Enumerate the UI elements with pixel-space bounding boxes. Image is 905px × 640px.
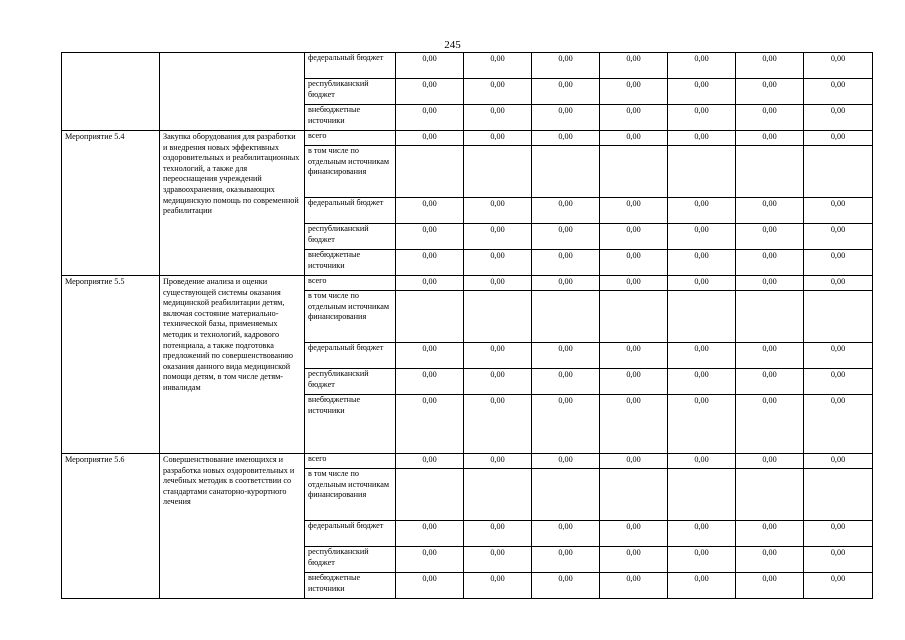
amount-cell: 0,00 — [396, 224, 464, 250]
amount-cell: 0,00 — [532, 53, 600, 79]
amount-cell: 0,00 — [396, 521, 464, 547]
amount-cell: 0,00 — [736, 369, 804, 395]
amount-cell: 0,00 — [804, 454, 873, 469]
amount-cell: 0,00 — [532, 276, 600, 291]
amount-cell: 0,00 — [464, 250, 532, 276]
amount-cell: 0,00 — [532, 369, 600, 395]
amount-cell: 0,00 — [736, 224, 804, 250]
amount-cell: 0,00 — [532, 521, 600, 547]
amount-cell: 0,00 — [464, 105, 532, 131]
amount-cell: 0,00 — [668, 105, 736, 131]
amount-cell: 0,00 — [600, 79, 668, 105]
table-body — [62, 53, 873, 599]
amount-cell: 0,00 — [804, 276, 873, 291]
amount-cell — [532, 291, 600, 343]
funding-source-cell: республиканский бюджет — [305, 547, 396, 573]
amount-cell: 0,00 — [396, 79, 464, 105]
amount-cell — [532, 469, 600, 521]
amount-cell: 0,00 — [396, 343, 464, 369]
amount-cell — [600, 291, 668, 343]
amount-cell — [804, 469, 873, 521]
table-row — [62, 53, 873, 79]
event-cell: Мероприятие 5.6 — [62, 454, 160, 599]
amount-cell: 0,00 — [396, 131, 464, 146]
amount-cell: 0,00 — [396, 395, 464, 454]
amount-cell — [396, 146, 464, 198]
amount-cell: 0,00 — [804, 343, 873, 369]
amount-cell: 0,00 — [668, 53, 736, 79]
amount-cell: 0,00 — [532, 343, 600, 369]
amount-cell: 0,00 — [736, 573, 804, 599]
amount-cell: 0,00 — [396, 573, 464, 599]
amount-cell: 0,00 — [532, 395, 600, 454]
amount-cell: 0,00 — [736, 53, 804, 79]
amount-cell: 0,00 — [464, 395, 532, 454]
funding-source-cell: всего — [305, 454, 396, 469]
budget-table — [61, 52, 873, 599]
funding-source-cell: республиканский бюджет — [305, 369, 396, 395]
amount-cell: 0,00 — [532, 224, 600, 250]
amount-cell: 0,00 — [668, 395, 736, 454]
amount-cell: 0,00 — [668, 276, 736, 291]
table-row — [62, 276, 873, 291]
amount-cell — [668, 291, 736, 343]
amount-cell: 0,00 — [600, 276, 668, 291]
amount-cell: 0,00 — [736, 343, 804, 369]
amount-cell: 0,00 — [600, 131, 668, 146]
amount-cell: 0,00 — [668, 369, 736, 395]
event-description-cell: Закупка оборудования для разработки и внедрения новых эффективных оздоровительных и реабилитационных технологий, а также для переоснащения учреждений здравоохранения, оказывающих медицинскую помощь по современной реабилитации — [160, 131, 305, 276]
amount-cell: 0,00 — [600, 395, 668, 454]
event-cell — [62, 53, 160, 131]
amount-cell: 0,00 — [464, 343, 532, 369]
amount-cell: 0,00 — [464, 79, 532, 105]
amount-cell: 0,00 — [668, 198, 736, 224]
funding-source-cell: федеральный бюджет — [305, 53, 396, 79]
amount-cell: 0,00 — [532, 454, 600, 469]
amount-cell: 0,00 — [532, 573, 600, 599]
amount-cell: 0,00 — [464, 276, 532, 291]
funding-source-cell: республиканский бюджет — [305, 224, 396, 250]
funding-source-cell: в том числе по отдельным источникам финансирования — [305, 469, 396, 521]
amount-cell: 0,00 — [804, 224, 873, 250]
amount-cell — [600, 469, 668, 521]
amount-cell: 0,00 — [668, 131, 736, 146]
amount-cell: 0,00 — [396, 105, 464, 131]
amount-cell: 0,00 — [668, 547, 736, 573]
amount-cell: 0,00 — [396, 369, 464, 395]
amount-cell: 0,00 — [532, 547, 600, 573]
funding-source-cell: внебюджетные источники — [305, 573, 396, 599]
amount-cell: 0,00 — [736, 79, 804, 105]
amount-cell: 0,00 — [532, 250, 600, 276]
amount-cell: 0,00 — [804, 53, 873, 79]
amount-cell — [736, 146, 804, 198]
amount-cell: 0,00 — [532, 198, 600, 224]
funding-source-cell: всего — [305, 276, 396, 291]
funding-source-cell: внебюджетные источники — [305, 250, 396, 276]
funding-source-cell: в том числе по отдельным источникам финансирования — [305, 146, 396, 198]
amount-cell: 0,00 — [464, 224, 532, 250]
amount-cell: 0,00 — [804, 369, 873, 395]
amount-cell: 0,00 — [600, 250, 668, 276]
funding-source-cell: федеральный бюджет — [305, 198, 396, 224]
amount-cell: 0,00 — [396, 250, 464, 276]
amount-cell: 0,00 — [464, 53, 532, 79]
page-number: 245 — [444, 39, 461, 51]
amount-cell: 0,00 — [396, 198, 464, 224]
amount-cell: 0,00 — [600, 224, 668, 250]
amount-cell — [600, 146, 668, 198]
amount-cell: 0,00 — [736, 454, 804, 469]
amount-cell: 0,00 — [600, 521, 668, 547]
amount-cell: 0,00 — [464, 198, 532, 224]
amount-cell: 0,00 — [736, 547, 804, 573]
amount-cell: 0,00 — [600, 343, 668, 369]
amount-cell: 0,00 — [736, 250, 804, 276]
event-description-cell: Совершенствование имеющихся и разработка новых оздоровительных и лечебных методик в соответствии со стандартами санаторно-курортного лечения — [160, 454, 305, 599]
funding-source-cell: всего — [305, 131, 396, 146]
amount-cell — [668, 469, 736, 521]
amount-cell: 0,00 — [668, 343, 736, 369]
amount-cell: 0,00 — [532, 131, 600, 146]
amount-cell: 0,00 — [464, 521, 532, 547]
amount-cell — [396, 291, 464, 343]
amount-cell: 0,00 — [668, 224, 736, 250]
amount-cell: 0,00 — [464, 131, 532, 146]
amount-cell: 0,00 — [804, 79, 873, 105]
amount-cell: 0,00 — [668, 573, 736, 599]
amount-cell: 0,00 — [736, 521, 804, 547]
amount-cell: 0,00 — [804, 395, 873, 454]
funding-source-cell: федеральный бюджет — [305, 343, 396, 369]
amount-cell — [464, 469, 532, 521]
amount-cell: 0,00 — [396, 454, 464, 469]
amount-cell: 0,00 — [600, 369, 668, 395]
amount-cell: 0,00 — [600, 573, 668, 599]
funding-source-cell: федеральный бюджет — [305, 521, 396, 547]
amount-cell — [396, 469, 464, 521]
amount-cell — [804, 146, 873, 198]
funding-source-cell: внебюджетные источники — [305, 105, 396, 131]
funding-source-cell: в том числе по отдельным источникам финансирования — [305, 291, 396, 343]
amount-cell: 0,00 — [600, 53, 668, 79]
amount-cell: 0,00 — [736, 276, 804, 291]
funding-source-cell: внебюджетные источники — [305, 395, 396, 454]
amount-cell: 0,00 — [532, 105, 600, 131]
amount-cell: 0,00 — [668, 79, 736, 105]
amount-cell — [464, 146, 532, 198]
amount-cell — [736, 469, 804, 521]
amount-cell: 0,00 — [396, 276, 464, 291]
amount-cell: 0,00 — [736, 131, 804, 146]
table-row — [62, 454, 873, 469]
amount-cell: 0,00 — [464, 573, 532, 599]
amount-cell: 0,00 — [396, 53, 464, 79]
amount-cell: 0,00 — [736, 198, 804, 224]
amount-cell: 0,00 — [804, 105, 873, 131]
amount-cell: 0,00 — [804, 250, 873, 276]
amount-cell: 0,00 — [600, 454, 668, 469]
amount-cell: 0,00 — [736, 395, 804, 454]
funding-source-cell: республиканский бюджет — [305, 79, 396, 105]
amount-cell: 0,00 — [804, 198, 873, 224]
amount-cell: 0,00 — [600, 198, 668, 224]
amount-cell — [804, 291, 873, 343]
amount-cell — [464, 291, 532, 343]
amount-cell: 0,00 — [804, 573, 873, 599]
amount-cell: 0,00 — [464, 369, 532, 395]
amount-cell: 0,00 — [464, 454, 532, 469]
amount-cell: 0,00 — [668, 250, 736, 276]
amount-cell: 0,00 — [804, 131, 873, 146]
amount-cell — [532, 146, 600, 198]
amount-cell: 0,00 — [668, 521, 736, 547]
amount-cell — [668, 146, 736, 198]
event-description-cell — [160, 53, 305, 131]
amount-cell: 0,00 — [532, 79, 600, 105]
amount-cell: 0,00 — [396, 547, 464, 573]
amount-cell: 0,00 — [736, 105, 804, 131]
table-row — [62, 131, 873, 146]
event-description-cell: Проведение анализа и оценки существующей системы оказания медицинской реабилитации детям, включая состояние материально-технической базы, применяемых методик и технологий, кадрового потенциала, а также подготовка предложений по совершенствованию оказания данного вида медицинской помощи детям, в том числе детям-инвалидам — [160, 276, 305, 454]
amount-cell — [736, 291, 804, 343]
event-cell: Мероприятие 5.4 — [62, 131, 160, 276]
amount-cell: 0,00 — [600, 105, 668, 131]
event-cell: Мероприятие 5.5 — [62, 276, 160, 454]
amount-cell: 0,00 — [804, 547, 873, 573]
amount-cell: 0,00 — [804, 521, 873, 547]
amount-cell: 0,00 — [600, 547, 668, 573]
amount-cell: 0,00 — [464, 547, 532, 573]
amount-cell: 0,00 — [668, 454, 736, 469]
